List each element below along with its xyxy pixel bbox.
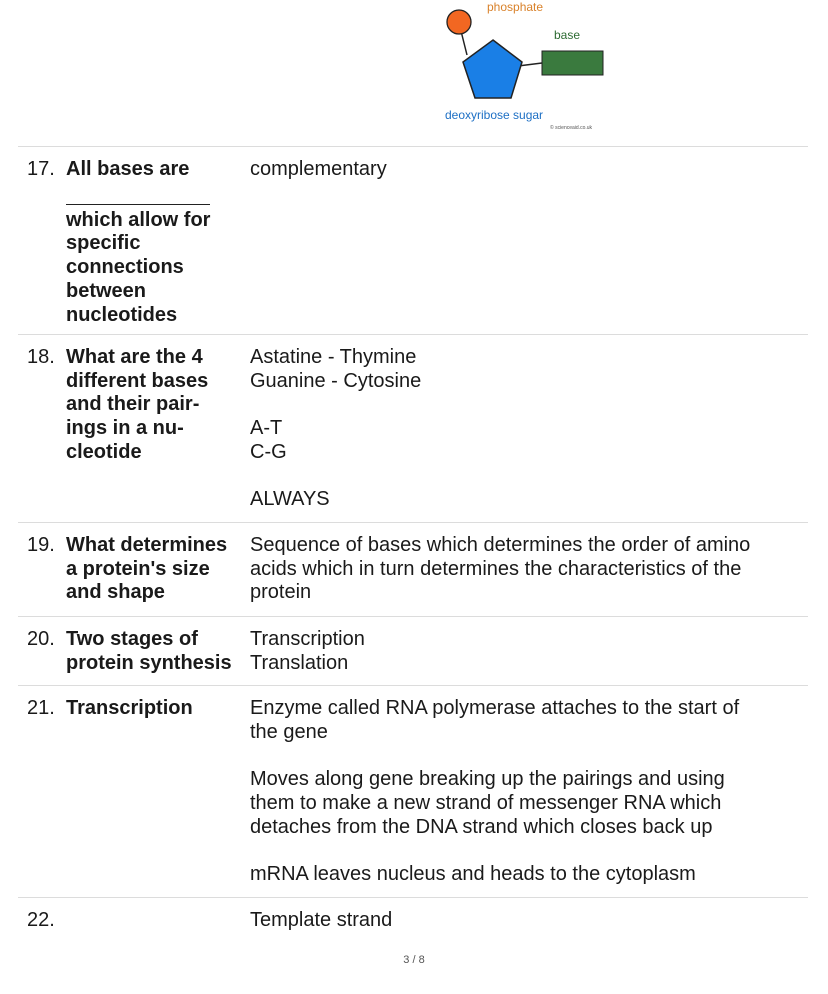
question-text	[66, 346, 244, 465]
answer-text	[250, 346, 806, 512]
answer-line: Template strand	[250, 909, 393, 931]
deoxyribose-sugar-label: deoxyribose sugar	[445, 108, 544, 122]
deoxyribose-pentagon	[463, 40, 522, 98]
answer-line: the gene	[250, 720, 328, 743]
question-line: which allow for	[66, 208, 211, 231]
answer-line: C-G	[250, 440, 287, 463]
answer-line: Translation	[250, 651, 349, 674]
qa-row-20	[18, 616, 808, 686]
question-number: 17.	[27, 158, 55, 180]
answer-line: Enzyme called RNA polymerase attaches to the start of	[250, 697, 740, 719]
phosphate-circle	[447, 10, 471, 34]
fill-in-blank	[66, 182, 210, 205]
answer-text	[250, 697, 806, 887]
question-line: cleotide	[66, 440, 142, 463]
question-line: Transcription	[66, 697, 193, 719]
image-credit: © scienceaid.co.uk	[550, 125, 593, 131]
question-line: connections	[66, 256, 184, 279]
question-line: ings in a nu-	[66, 417, 184, 440]
question-line: What determines	[66, 534, 228, 556]
question-line: nucleotides	[66, 303, 178, 326]
answer-line: protein	[250, 581, 312, 604]
qa-row-22	[18, 897, 808, 948]
question-number: 21.	[27, 697, 55, 719]
question-line: different bases	[66, 369, 209, 392]
nucleotide-diagram	[440, 0, 620, 140]
answer-text	[250, 158, 806, 182]
answer-line: complementary	[250, 158, 387, 180]
answer-line: detaches from the DNA strand which closes back up	[250, 815, 713, 838]
question-line: a protein's size	[66, 557, 210, 580]
answer-line: Moves along gene breaking up the pairings and using	[250, 768, 725, 791]
answer-line: Guanine - Cytosine	[250, 369, 422, 392]
question-line: specific	[66, 232, 141, 255]
question-number: 22.	[27, 909, 55, 931]
question-line: and shape	[66, 581, 165, 604]
phosphate-label: phosphate	[487, 0, 544, 14]
question-line: and their pair-	[66, 393, 200, 416]
question-text	[66, 534, 244, 605]
question-number: 19.	[27, 534, 55, 556]
answer-line: acids which in turn determines the characteristics of the	[250, 557, 742, 580]
question-number: 20.	[27, 628, 55, 650]
answer-line: A-T	[250, 417, 283, 440]
question-line: protein synthesis	[66, 651, 232, 674]
answer-text	[250, 909, 806, 933]
question-text	[66, 697, 244, 721]
question-number: 18.	[27, 346, 55, 368]
question-line: What are the 4	[66, 346, 203, 368]
question-text	[66, 158, 244, 327]
answer-text	[250, 534, 806, 605]
page-number: 3 / 8	[403, 954, 425, 966]
answer-line: Astatine - Thymine	[250, 346, 417, 368]
base-rectangle	[542, 51, 603, 75]
qa-row-18	[18, 334, 808, 523]
question-line: All bases are	[66, 158, 190, 180]
answer-line: mRNA leaves nucleus and heads to the cytoplasm	[250, 862, 696, 885]
answer-line: them to make a new strand of messenger RNA which	[250, 791, 722, 814]
base-label: base	[554, 28, 581, 42]
question-line: Two stages of	[66, 628, 198, 650]
question-text	[66, 628, 244, 675]
qa-row-17	[18, 146, 808, 335]
answer-line: Transcription	[250, 628, 365, 650]
question-line: between	[66, 279, 147, 302]
answer-line: ALWAYS	[250, 488, 330, 511]
qa-row-21	[18, 685, 808, 898]
answer-text	[250, 628, 806, 675]
qa-row-19	[18, 522, 808, 617]
answer-line: Sequence of bases which determines the order of amino	[250, 534, 751, 556]
